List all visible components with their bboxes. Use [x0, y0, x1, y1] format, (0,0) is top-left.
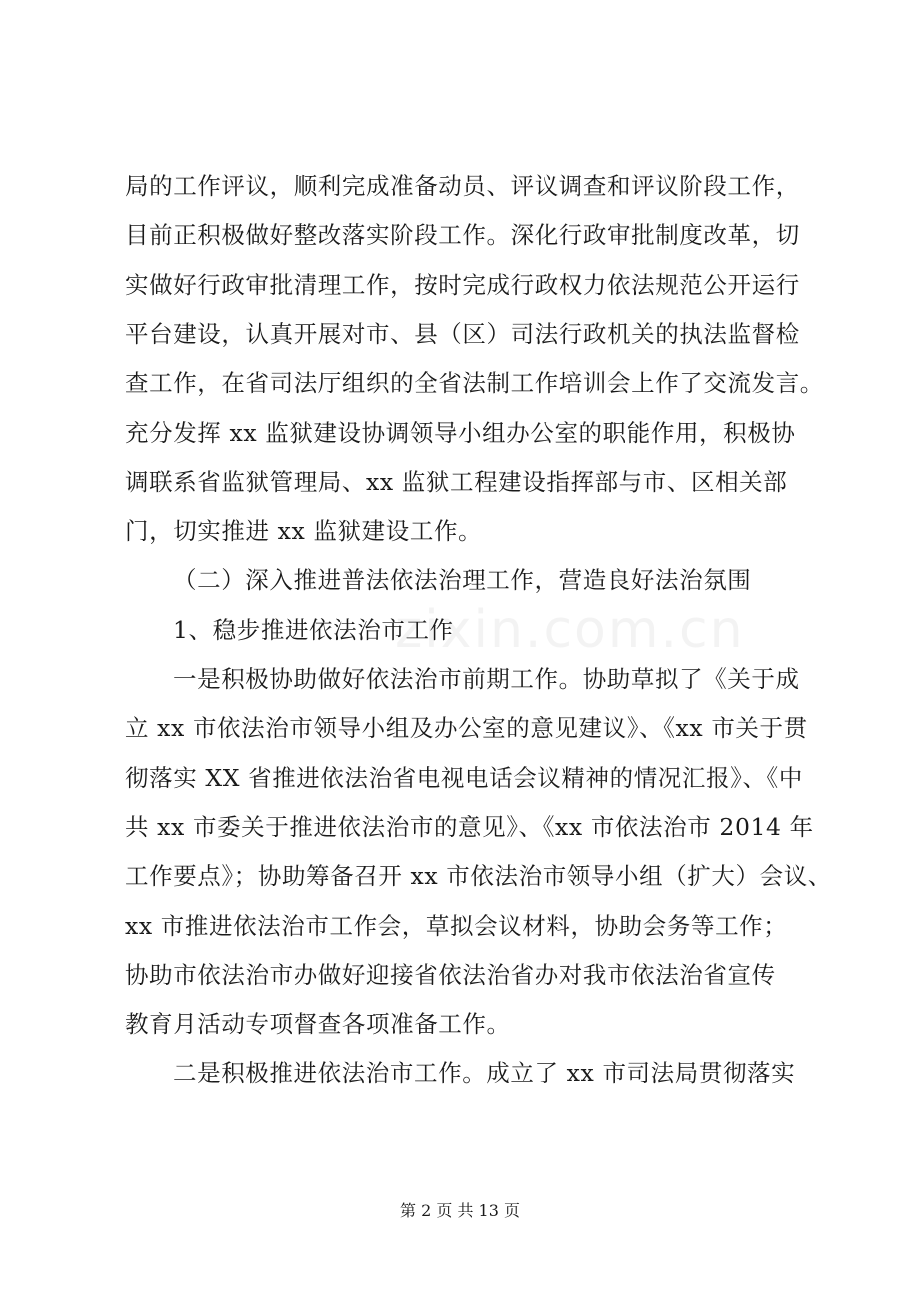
text-line: 实做好行政审批清理工作，按时完成行政权力依法规范公开运行: [125, 271, 800, 299]
text-line: 目前正积极做好整改落实阶段工作。深化行政审批制度改革，切: [125, 221, 800, 249]
text-line: 平台建设，认真开展对市、县（区）司法行政机关的执法监督检: [125, 320, 800, 348]
text-line: 充分发挥 xx 监狱建设协调领导小组办公室的职能作用，积极协: [125, 419, 796, 447]
text-line: 共 xx 市委关于推进依法治市的意见》、《xx 市依法治市 2014 年: [125, 813, 814, 841]
subsection-heading: 1、稳步推进依法治市工作: [173, 616, 454, 644]
text-line: 教育月活动专项督查各项准备工作。: [125, 1010, 511, 1038]
text-line: 查工作，在省司法厅组织的全省法制工作培训会上作了交流发言。: [125, 369, 824, 397]
text-line: 立 xx 市依法治市领导小组及办公室的意见建议》、《xx 市关于贯: [125, 714, 808, 742]
text-line: 协助市依法治市办做好迎接省依法治省办对我市依法治省宣传: [125, 961, 776, 989]
text-line: 工作要点》；协助筹备召开 xx 市依法治市领导小组（扩大）会议、: [125, 862, 832, 890]
text-line: 二是积极推进依法治市工作。成立了 xx 市司法局贯彻落实: [173, 1059, 796, 1087]
text-line: 彻落实 XX 省推进依法治省电视电话会议精神的情况汇报》、《中: [125, 764, 803, 792]
page-footer: 第 2 页 共 13 页: [400, 1201, 520, 1220]
text-line: 门，切实推进 xx 监狱建设工作。: [125, 517, 483, 545]
text-line: 一是积极协助做好依法治市前期工作。协助草拟了《关于成: [173, 665, 800, 693]
text-line: 调联系省监狱管理局、xx 监狱工程建设指挥部与市、区相关部: [125, 468, 788, 496]
section-heading: （二）深入推进普法依法治理工作，营造良好法治氛围: [173, 566, 752, 594]
text-line: 局的工作评议，顺利完成准备动员、评议调查和评议阶段工作，: [125, 172, 800, 200]
watermark: zixin.com.cn: [395, 600, 745, 660]
text-line: xx 市推进依法治市工作会，草拟会议材料，协助会务等工作；: [125, 912, 788, 940]
